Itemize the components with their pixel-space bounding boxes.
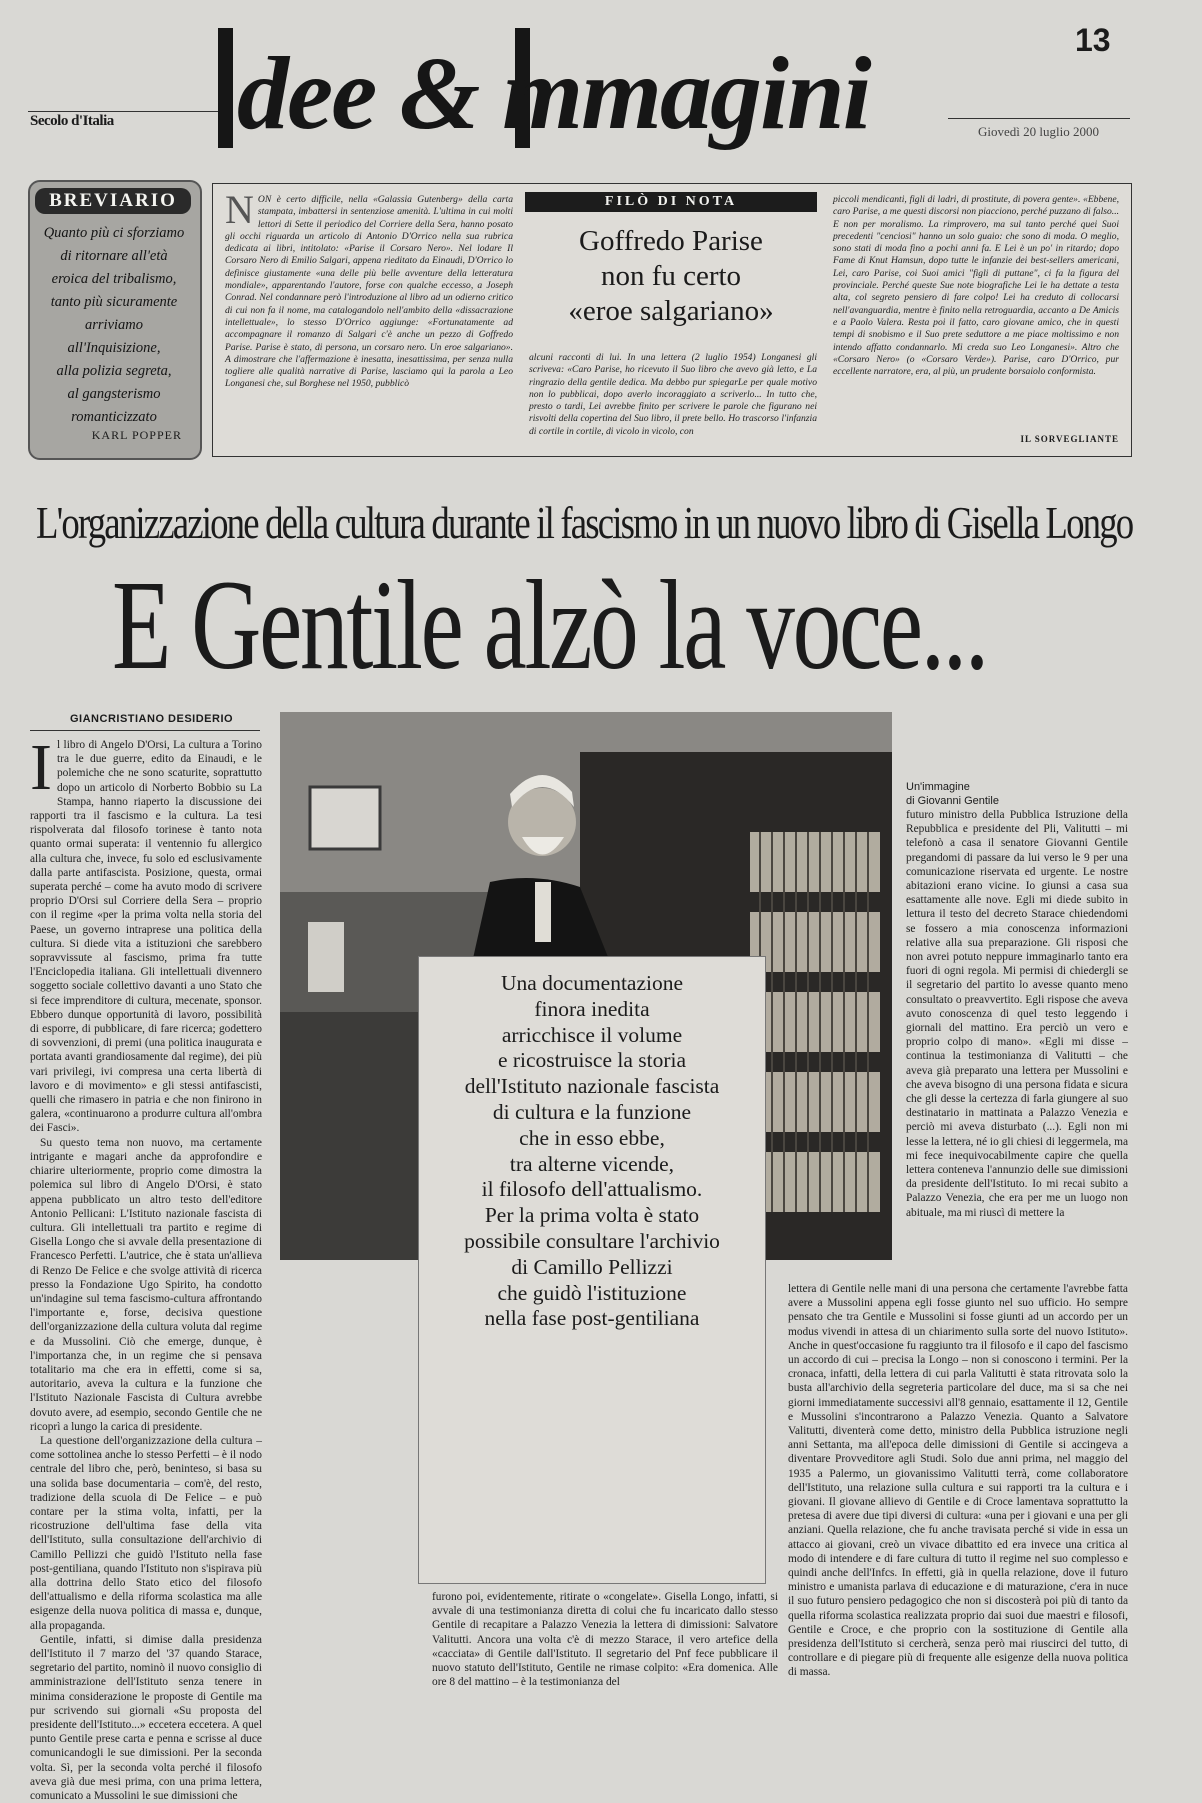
quote-line: al gangsterismo	[67, 386, 161, 402]
filo-title	[525, 224, 817, 329]
quote-line: romanticizzato	[71, 409, 157, 425]
paragraph: Gentile, infatti, si dimise dalla presidenza dell'Istituto il 7 marzo del '37 quando Starace, segretario del partito, nominò il nuovo consiglio di amministrazione dell'Istituto senza tenere in minima considerazione le proposte di Gentile ma pur scrivendo sui giornali «Su proposta del presidente dell'Istituto...» eccetera eccetera. A quel punto Gentile prese carta e penna e scrisse al duce comunicandogli le sue dimissioni. Per la seconda volta. Sì, per la seconda volta perché il filosofo aveva già due mesi prima, con una prima lettera, comunicato a Mussolini le sue dimissioni che	[30, 1633, 262, 1803]
filo-title-line: «eroe salgariano»	[568, 295, 774, 327]
filo-middle-text: alcuni racconti di lui. In una lettera (2 luglio 1954) Longanesi gli scriveva: «Caro Parise, ho ricevuto il Suo libro che avevo già letto, e La ringrazio della gentile dedica. Ma debbo pur spiegarLe per quale motivo non lo pubblicai, dopo averlo incoraggiato a scriverlo... In tutto che, presto o tardi, Lei avrebbe finito per scrivere le parole che figurano nei risvolti della copertina del Suo libro, il prete bello. Ho trascorso l'infanzia di cortile in cortile, di vicolo in vicolo, con	[529, 352, 817, 437]
filo-right-text: piccoli mendicanti, figli di ladri, di prostitute, di povera gente». «Ebbene, caro Parise, a me questi discorsi non piacciono, perché puzzano di falso... E non per moralismo. La rimprovero, ma sul tanto perché quei Suoi precedenti "cenciosi" hanno un solo guaio: che sono di moda. O meglio, sono stati di moda fino a pochi anni fa. E Lei è un po' in ritardo; dopo Fame di Knut Hamsun, dopo tutte le infanzie dei best-sellers americani, Lei, caro Parise, coi Suoi amici "figli di puttane", ci fa la figura del provinciale. Perché queste Sue note biografiche Lei le ha dettate a testa alta, col segreto pensiero di fare colpo! Lei ha creduto di collocarsi nell'avanguardia, mentre è finito nella retroguardia, accanto a De Amicis e a Paolo Valera. Resta poi il fatto, caro giovane amico, che in questi tempi di snobismo e il Suo prete seduttore a me piace moltissimo e non intendo affatto condannarlo. Mi creda suo Leo Longanesi». Altro che «Corsaro Nero» (o «Corsaro Verde»). Parise, caro D'Orrico, pur eccellente narratore, era, al più, un prudente borsaiolo conformista.	[833, 194, 1119, 378]
byline: GIANCRISTIANO DESIDERIO	[70, 713, 234, 725]
pull-quote-line: Per la prima volta è stato	[484, 1203, 700, 1228]
breviario-author: KARL POPPER	[91, 428, 182, 442]
filo-di-nota-box	[212, 183, 1132, 457]
issue-date: Giovedì 20 luglio 2000	[978, 124, 1099, 139]
pull-quote-line: di Camillo Pellizzi	[511, 1254, 673, 1279]
header-rule-right	[948, 118, 1130, 119]
filo-band: FILÒ DI NOTA	[525, 192, 817, 212]
section-initial-bar-1	[218, 28, 233, 148]
header-rule-left	[28, 111, 218, 112]
pull-quote-line: tra alterne vicende,	[509, 1151, 675, 1176]
section-title: dee & mmagini	[237, 36, 870, 151]
filo-signature: IL SORVEGLIANTE	[1020, 434, 1119, 444]
pull-quote-line: dell'Istituto nazionale fascista	[464, 1074, 720, 1099]
pull-quote-line: che guidò l'istituzione	[497, 1280, 687, 1305]
filo-left-text: ON è certo difficile, nella «Galassia Gutenberg» della carta stampata, imbattersi in sentenziose amenità. L'ultima in cui molti lettori di Sette il periodico del Corriere della Sera, hanno posato gli occhi riguarda un articolo di Antonio D'Orrico nella sua rubrica dedicata ai libri, intitolato: «Parise il Corsaro Nero». Nel lodare Il Corsaro Nero di Emilio Salgari, appena rieditato da Einaudi, D'Orrico lo definisce giustamente «una delle più belle avventure della letteratura mondiale», apparentando l'autore, forse con qualche eccesso, a Joseph Conrad. Nel condannare però l'introduzione al libro ad un odierno critico di cui non fa il nome, ma catalogandolo nell'ambito della «dissacrazione intellettuale», lo stesso D'Orrico aggiunge: «Fortunatamente ad accompagnare il romanzo di Salgari c'è anche un pezzo di Goffredo Parise. Parise è stato, di persona, un corsaro nero. Un eroe salgariano». A dimostrare che l'affermazione è inesatta, inesattissima, per senza nulla togliere alle qualità narrative di Parise, lasciamo qui la parola a Leo Longanesi che, sul Borghese nel 1950, pubblicò	[225, 194, 513, 390]
breviario-box	[28, 180, 202, 460]
dropcap: I	[30, 731, 52, 804]
filo-dropcap: N	[225, 187, 254, 232]
paper-name: Secolo d'Italia	[30, 113, 114, 129]
quote-line: tanto più sicuramente	[50, 294, 178, 310]
pull-quote-line: finora inedita	[534, 996, 650, 1021]
filo-left-column	[225, 187, 513, 448]
quote-line: Quanto più ci sforziamo	[43, 225, 185, 241]
paragraph: Su questo tema non nuovo, ma certamente intrigante e magari anche da approfondire e chiarire ulteriormente, proprio come dimostra la polemica sul libro di Angelo D'Orsi, è stato appena pubblicato un altro testo dell'editore Antonio Pellicani: L'Istituto nazionale fascista di cultura. Gli intellettuali tra partito e regime di Gisella Longo che si avvale della presentazione di Francesco Perfetti. L'autrice, che è stata un'allieva di Renzo De Felice e che svolge attività di ricerca presso la Fondazione Ugo Spirito, ha condotto un'indagine sul tema fascismo-cultura affrontando l'importante e, forse, decisiva questione dell'organizzazione della cultura voluta dal regime e da Mussolini. Ciò che emerge, dunque, è l'importanza che, in un regime che si pensava totalitario ma che era in effetti, come si sa, autoritario, aveva la cultura e la funzione che l'Istituto Nazionale Fascista di Cultura avrebbe dovuto avere, ad esempio, secondo Gentile che ne ricoprì a lungo la carica di presidente.	[30, 1136, 262, 1433]
paragraph: l libro di Angelo D'Orsi, La cultura a Torino tra le due guerre, edito da Einaudi, e le polemiche che ne sono scaturite, soprattutto dopo un articolo di Norberto Bobbio su La Stampa, hanno riaperto la discussione dei rapporti tra il fascismo e la cultura. La tesi rispolverata dal filosofo torinese è tanto nota quanto ormai superata: il ventennio fu allergico alla cultura che, invece, fu solo ed esclusivamente dalla parte antifascista. Posizione, questa, ormai superata perché – come ha avuto modo di scrivere proprio D'Orsi sul Corriere della Sera – proprio con il regime «per la prima volta nella storia del Paese, un governo intraprese una politica della cultura. Si diede vita a istituzioni che sarebbero sopravvissute al fascismo, prima fra tutte l'Enciclopedia italiana. Gli intellettuali divennero soggetto sociale collettivo davanti a uno Stato che si fece imprenditore di cultura, mecenate, sponsor. Ebbero dunque opportunità di lavoro, possibilità di esporre, di pubblicare, di fare ricerca; godettero di sovvenzioni, di premi (una politica inaugurata e portata avanti grandiosamente dal regime), dei più vari privilegi, ivi compresa una certa libertà di lavoro e di movimento» e gli stessi antifascisti, quelli che rimasero in patria e che non finirono in galera, «continuarono a produrre cultura all'ombra dei Fasci».	[30, 739, 262, 1135]
pull-quote-line: arricchisce il volume	[501, 1022, 683, 1047]
pull-quote-line: e ricostruisce la storia	[497, 1048, 687, 1073]
quote-line: eroica del tribalismo,	[51, 271, 177, 287]
article-headline: E Gentile alzò la voce...	[112, 554, 987, 696]
breviario-quote	[36, 222, 192, 429]
pull-quote	[418, 956, 766, 1584]
pull-quote-line: il filosofo dell'attualismo.	[481, 1177, 703, 1202]
article-column-3-wide: lettera di Gentile nelle mani di una persona che certamente l'avrebbe fatta avere a Mussolini appena egli fosse giunto nel suo ufficio. Ho sempre pensato che tra Gentile e Mussolini si fosse giunti ad un accordo per un modus vivendi in attesa di un chiarimento sulla sorte del nuovo Istituto». Anche in quest'occasione fu raggiunto tra il filosofo e il capo del fascismo un accordo di cui – precisa la Longo – non si conoscono i termini. Per la cronaca, infatti, della lettera di cui parla Valitutti è stata ritrovata solo la busta all'archivio della segreteria particolare del duce, ma si sa che nei giorni immediatamente successivi all'8 gennaio, esattamente il 12, Gentile e Mussolini s'incontrarono a Palazzo Venezia. Quanto a Salvatore Valitutti, diventerà come detto, ministro della Pubblica istruzione negli anni Settanta, ma all'epoca delle dimissioni di Gentile si accingeva a diventare Provveditore agli Studi. Solo due anni prima, nel maggio del 1935 a Palermo, un giovanissimo Valitutti terrà, come collaboratore dell'Istituto, una relazione sulla cultura e sui rapporti tra la cultura e i giovani. Il giovane allievo di Gentile e di Croce lamentava soprattutto la pretesa di avere due tipi diversi di cultura: «una per i giovani e una per gli anziani. Quella relazione, che fu anche travisata perché si vide in essa un attacco ai giovani, creò un vivace dibattito ed era invece una critica al modo di intendere e di fare cultura di tutto il regime nel suo complesso e quindi anche dell'Infcs. In effetti, già in quella relazione, dove il futuro ministro e umanista parlava di educazione e di maturazione, c'era in nuce il suo futuro pensiero pedagogico che non si discosterà poi più di tanto da quella riforma scolastica realizzata proprio dai suoi due maestri e filosofi, Gentile e Croce, e che proprio con la sostituzione di Gentile alla presidenza dell'Istituto si cercherà, senza però mai riuscirci del tutto, di controllare e di piegare più di frequente alle esigenze della nuova politica di massa.	[788, 1283, 1128, 1679]
quote-line: alla polizia segreta,	[56, 363, 172, 379]
pull-quote-line: di cultura e la funzione	[492, 1099, 692, 1124]
pull-quote-line: che in esso ebbe,	[519, 1125, 665, 1150]
pull-quote-line: possibile consultare l'archivio	[464, 1228, 720, 1253]
filo-title-line: Goffredo Parise	[579, 225, 763, 257]
article-kicker: L'organizzazione della cultura durante il fascismo in un nuovo libro di Gisella Longo	[36, 497, 1133, 548]
photo-caption	[906, 780, 1036, 808]
caption-line: Un'immagine	[906, 781, 970, 793]
pull-quote-line: nella fase post-gentiliana	[484, 1306, 700, 1331]
article-column-3: futuro ministro della Pubblica Istruzione della Repubblica e presidente del Pli, Valitutti – mi telefonò a casa il senatore Giovanni Gentile pregandomi di passare da lui verso le 9 per una comunicazione riservata ed urgente. Le nostre abitazioni erano vicine. Io giunsi a casa sua esattamente alle nove. Egli mi diede subito in lettura il testo del decreto Starace chiedendomi se fossero a mia conoscenza informazioni relative alla sua preparazione. Gli risposi che non avrei potuto neppure immaginarlo tanto era fuori di ogni regola. Mi permisi di chiedergli se il segretario del partito lo avesse quanto meno consultato o preavvertito. Egli rispose che aveva avuto conoscenza di quel testo leggendo i giornali del mattino. Era perciò un vero e proprio colpo di mano». «Egli mi disse – continua la testimonianza di Valitutti – che aveva già preparato una lettera per Mussolini e che aveva bisogno di una persona fidata e sicura che gli desse la certezza di farla giungere al suo destinatario in mattinata a Palazzo Venezia e perciò mi aveva disturbato (...). Egli non mi lesse la lettera, né io gli chiesi di leggermela, ma mi fece inequivocabilmente capire che quella lettera conteneva l'annunzio delle sue dimissioni da presidente dell'Istituto. Io mi recai subito a Palazzo Venezia, che era per me un luogo non abituale, ma mi riuscì di mettere la	[906, 809, 1128, 1219]
breviario-label: BREVIARIO	[35, 188, 191, 214]
article-column-1	[30, 731, 262, 1803]
filo-title-line: non fu certo	[600, 260, 742, 292]
article-column-2-bottom: furono poi, evidentemente, ritirate o «congelate». Gisella Longo, infatti, si avvale di una testimonianza diretta di colui che fu incaricato dallo stesso Gentile di recapitare a Palazzo Venezia la lettera di dimissioni: Salvatore Valitutti. Ancora una volta c'è di mezzo Starace, il vero artefice della «cacciata» di Gentile dall'Istituto. Il segretario del Pnf fece pubblicare il nuovo statuto dell'Istituto, Gentile ne rimase colpito: «Era domenica. Alle ore 8 del mattino – è la testimonianza del	[432, 1591, 778, 1689]
byline-rule	[30, 730, 260, 731]
quote-line: di ritornare all'età	[60, 248, 168, 264]
pull-quote-line: Una documentazione	[500, 971, 684, 995]
caption-line: di Giovanni Gentile	[906, 795, 999, 807]
quote-line: all'Inquisizione,	[67, 340, 161, 356]
page-number: 13	[1075, 22, 1111, 58]
paragraph: La questione dell'organizzazione della cultura – come sottolinea anche lo stesso Perfetti – è il nodo centrale del libro che, però, beninteso, si basa su una solida base documentaria – com'è, del resto, tradizione della scuola di De Felice – e può contare per la stima volta, infatti, per la ricostruzione dell'ultima fase della vita dell'Istituto, sulla consultazione dell'archivio di Camillo Pellizzi che guidò l'Istituto nella fase post-gentiliana, quando l'Istituto non s'ispirava più alla dottrina dello Stato etico del filosofo dell'attualismo e della riforma scolastica ma alle esigenze della nuova politica di massa e, dunque, alla propaganda.	[30, 1434, 262, 1632]
quote-line: arriviamo	[85, 317, 143, 333]
